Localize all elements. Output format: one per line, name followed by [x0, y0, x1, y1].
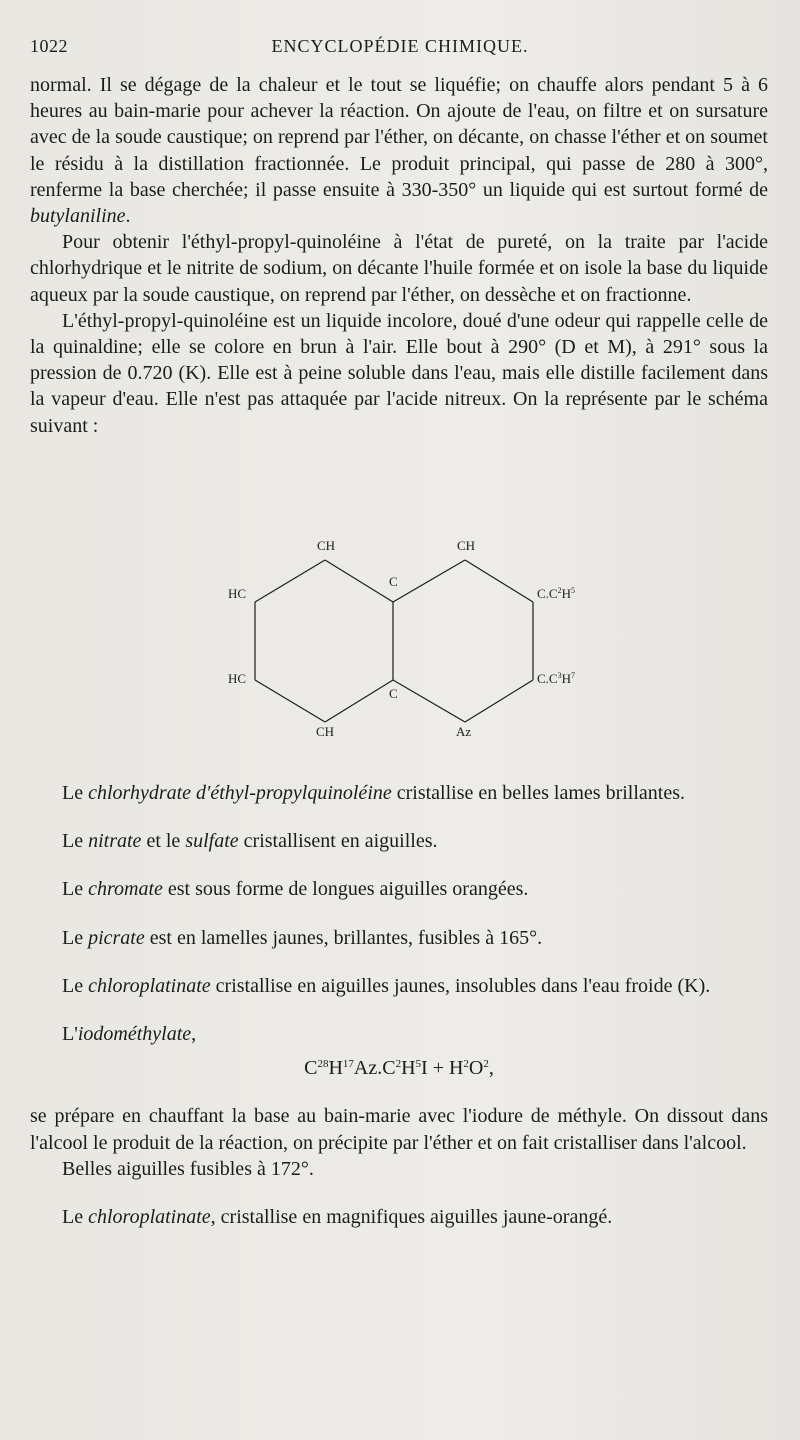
label-c-bottom: C [389, 686, 398, 701]
quinoline-structure-diagram [200, 530, 620, 745]
text-block-top [30, 72, 768, 439]
label-substituent-propyl: $C.C^3H^7$ [537, 671, 575, 686]
paragraph-properties: L'éthyl-propyl-quinoléine est un liquide incolore, doué d'une odeur qui rappelle celle de la quinaldine; elle se colore en brun à l'air. Elle bout à 290° (D et M), à 291° sous la pression de 0.720 (K). Elle est à peine soluble dans l'eau, mais elle distille facilement dans la vapeur d'eau. Elle n'est pas attaquée par l'acide nitreux. On la représente par le schéma suivant : [30, 309, 768, 437]
emphasis-butylaniline: butylaniline [30, 205, 126, 228]
paragraph-continuation [30, 72, 768, 229]
page-number: 1022 [30, 36, 68, 56]
label-ch-top-right: CH [457, 538, 476, 553]
label-hc-upper: HC [228, 586, 247, 601]
paragraph-picrate: Le picrate est en lamelles jaunes, brillantes, fusibles à 165°. [62, 926, 543, 949]
running-title: ENCYCLOPÉDIE CHIMIQUE. [271, 36, 529, 56]
paragraph-fusion: Belles aiguilles fusibles à 172°. [62, 1157, 314, 1180]
paragraph-iodomethylate: L'iodométhylate, [62, 1023, 197, 1046]
label-ch-top-left: CH [317, 538, 336, 553]
label-substituent-ethyl: $C.C^2H^5$ [537, 586, 575, 601]
paragraph-chloroplatinate-2: Le chloroplatinate, cristallise en magnifiques aiguilles jaune-orangé. [62, 1206, 613, 1229]
text-block-bottom [30, 780, 768, 1230]
formula-iodomethylate: $C^{28}H^{17}Az.C^2H^5I + H^2O^2$, [304, 1057, 494, 1080]
label-ch-bottom: CH [316, 724, 335, 739]
paragraph-end: . [125, 205, 131, 228]
paragraph-chlorhydrate: Le chlorhydrate d'éthyl-propylquinoléine cristallise en belles lames brillantes. [62, 782, 685, 804]
paragraph-purification: Pour obtenir l'éthyl-propyl-quinoléine à l'état de pureté, on la traite par l'acide chlorhydrique et le nitrite de sodium, on décante l'huile formée et on isole la base du liquide aqueux par la soude caustique, on reprend par l'éther, on dessèche et on fractionne. [30, 231, 768, 306]
label-hc-lower: HC [228, 671, 247, 686]
paragraph-preparation: se prépare en chauffant la base au bain-marie avec l'iodure de méthyle. On dissout dans l'alcool le produit de la réaction, on précipite par l'éther et on fait cristalliser dans l'alcool. [30, 1105, 768, 1154]
paragraph-chloroplatinate: Le chloroplatinate cristallise en aiguilles jaunes, insolubles dans l'eau froide (K). [62, 974, 711, 997]
paragraph-text: normal. Il se dégage de la chaleur et le tout se liquéfie; on chauffe alors pendant 5 à 6 heures au bain-marie pour achever la réaction. On ajoute de l'eau, on filtre et on sursature avec de la soude caustique; on reprend par l'éther, on décante, on chasse l'éther et on soumet le résidu à la distillation fractionnée. Le produit principal, qui passe de 280 à 300°, renferme la base cherchée; il passe ensuite à 330-350° un liquide qui est surtout formé de [30, 74, 768, 201]
paragraph-nitrate-sulfate: Le nitrate et le sulfate cristallisent en aiguilles. [62, 830, 438, 853]
paragraph-chromate: Le chromate est sous forme de longues aiguilles orangées. [62, 878, 529, 901]
label-c-top: C [389, 574, 398, 589]
label-az: Az [456, 724, 472, 739]
page-header [30, 36, 770, 66]
